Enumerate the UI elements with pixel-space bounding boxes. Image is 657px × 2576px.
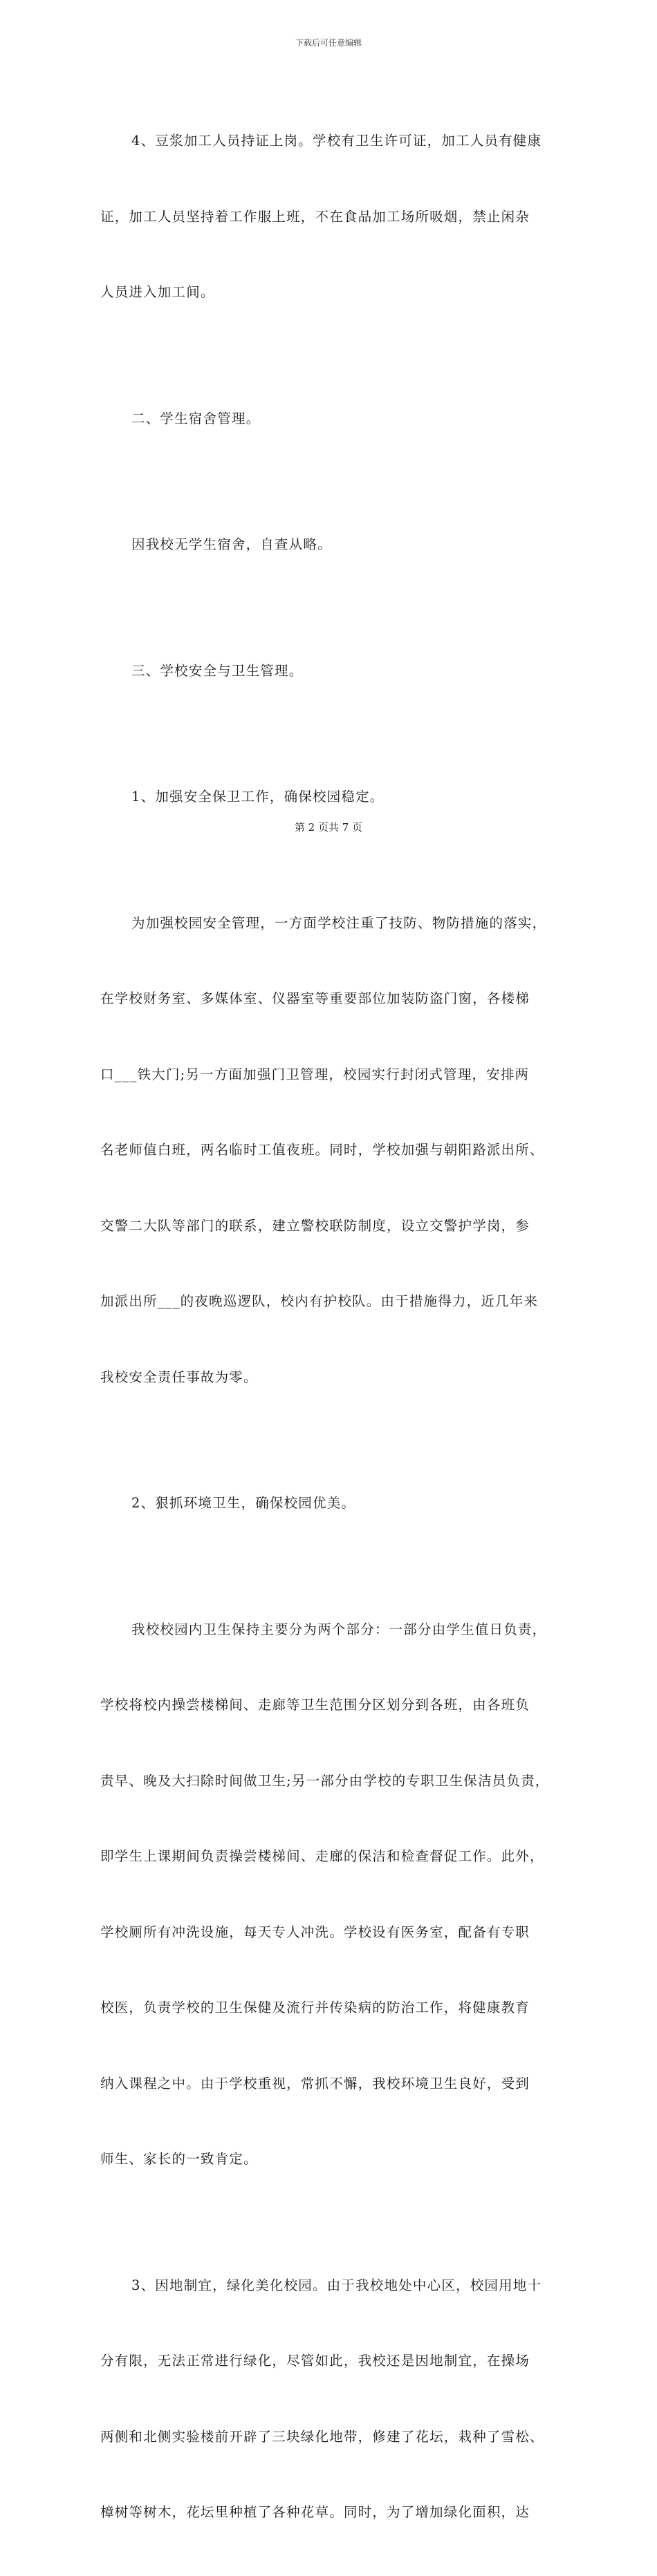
text-line: 4、豆浆加工人员持证上岗。学校有卫生许可证，加工人员有健康 bbox=[131, 133, 542, 149]
paragraph-no-dormitory bbox=[100, 482, 564, 608]
document-body bbox=[100, 78, 564, 2576]
text-line: 纳入课程之中。由于学校重视，常抓不懈，我校环境卫生良好，受到 bbox=[100, 2075, 530, 2091]
text-line: 即学生上课期间负责操尝楼梯间、走廊的保洁和检查督促工作。此外， bbox=[100, 1848, 544, 1864]
paragraph-soymilk-staff bbox=[100, 78, 564, 356]
text-line: 2、狠抓环境卫生，确保校园优美。 bbox=[131, 1495, 356, 1511]
text-line: 我校校园内卫生保持主要分为两个部分：一部分由学生值日负责， bbox=[131, 1621, 547, 1637]
text-line: 分有限，无法正常进行绿化，尽管如此，我校还是因地制宜，在操场 bbox=[100, 2353, 530, 2369]
text-line: 我校安全责任事故为零。 bbox=[100, 1369, 258, 1385]
text-line: 樟树等树木，花坛里种植了各种花草。同时，为了增加绿化面积，达 bbox=[100, 2504, 530, 2520]
text-line: 3、因地制宜，绿化美化校园。由于我校地处中心区，校园用地十 bbox=[131, 2277, 542, 2293]
heading-safety-hygiene bbox=[100, 608, 564, 735]
text-line: 师生、家长的一致肯定。 bbox=[100, 2151, 258, 2167]
subheading-environment-hygiene bbox=[100, 1440, 564, 1567]
paragraph-security-measures bbox=[100, 861, 564, 1441]
text-line: 二、学生宿舍管理。 bbox=[131, 410, 261, 426]
text-line: 交警二大队等部门的联系，建立警校联防制度，设立交警护学岗，参 bbox=[100, 1217, 530, 1234]
text-line: 两侧和北侧实验楼前开辟了三块绿化地带，修建了花坛，栽种了雪松、 bbox=[100, 2428, 544, 2445]
text-line: 口___铁大门;另一方面加强门卫管理，校园实行封闭式管理，安排两 bbox=[100, 1066, 530, 1082]
text-line: 人员进入加工间。 bbox=[100, 284, 215, 300]
text-line: 证，加工人员坚持着工作服上班，不在食品加工场所吸烟，禁止闲杂 bbox=[100, 208, 530, 225]
text-line: 加派出所___的夜晚巡逻队，校内有护校队。由于措施得力，近几年来 bbox=[100, 1293, 539, 1309]
paragraph-hygiene-details bbox=[100, 1567, 564, 2223]
text-line: 在学校财务室、多媒体室、仪器室等重要部位加装防盗门窗，各楼梯 bbox=[100, 990, 530, 1006]
text-line: 1、加强安全保卫工作，确保校园稳定。 bbox=[131, 789, 385, 805]
text-line: 为加强校园安全管理，一方面学校注重了技防、物防措施的落实， bbox=[131, 914, 547, 931]
text-line: 学校将校内操尝楼梯间、走廊等卫生范围分区划分到各班，由各班负 bbox=[100, 1697, 530, 1713]
text-line: 名老师值白班，两名临时工值夜班。同时，学校加强与朝阳路派出所、 bbox=[100, 1142, 544, 1158]
page-footer: 第 2 页共 7 页 bbox=[294, 821, 363, 834]
paragraph-greening bbox=[100, 2223, 564, 2576]
text-line: 责早、晚及大扫除时间做卫生;另一部分由学校的专职卫生保洁员负责， bbox=[100, 1772, 550, 1789]
page-header: 下载后可任意编辑 bbox=[295, 38, 362, 48]
heading-dormitory-management bbox=[100, 356, 564, 482]
text-line: 校医，负责学校的卫生保健及流行并传染病的防治工作，将健康教育 bbox=[100, 2000, 530, 2015]
text-line: 学校厕所有冲洗设施，每天专人冲洗。学校设有医务室，配备有专职 bbox=[100, 1924, 530, 1940]
subheading-security-work bbox=[100, 734, 564, 861]
text-line: 三、学校安全与卫生管理。 bbox=[131, 662, 304, 679]
text-line: 因我校无学生宿舍，自查从略。 bbox=[131, 536, 332, 552]
